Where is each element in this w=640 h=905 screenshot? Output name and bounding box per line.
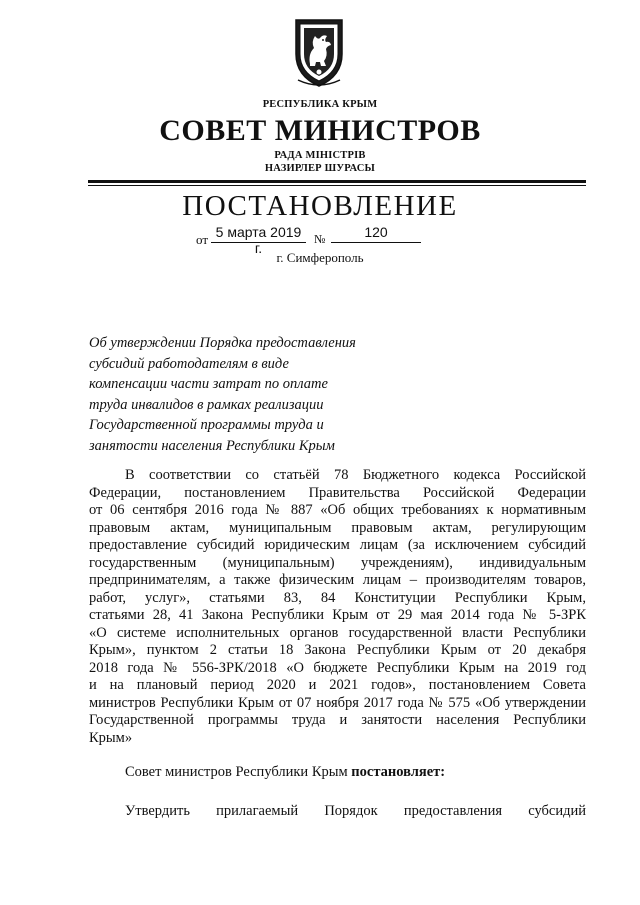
- date-number-line: [196, 224, 436, 256]
- paragraph-line: правовым актам, муниципальным правовым актам, регулирующим: [89, 519, 586, 536]
- paragraph-line: Утвердить прилагаемый Порядок предоставления субсидий: [125, 803, 586, 819]
- document-city: г. Симферополь: [276, 250, 364, 265]
- title-line: Государственной программы труда и: [89, 417, 324, 433]
- preamble-paragraph: [89, 467, 586, 747]
- paragraph-line: 2018 года № 556-ЗРК/2018 «О бюджете Республики Крым на 2019 год: [89, 659, 586, 676]
- paragraph-line: от 06 сентября 2016 года № 887 «Об общих требованиях к нормативным: [89, 502, 586, 518]
- paragraph-line: Крым»: [89, 729, 133, 746]
- paragraph-line: Государственной программы труда и занятости населения Республики: [89, 712, 586, 728]
- document-date: 5 марта 2019 г.: [211, 224, 306, 243]
- title-line: субсидий работодателям в виде: [89, 355, 289, 372]
- resolves-keyword: постановляет:: [351, 764, 446, 780]
- paragraph-line: статьями 28, 41 Закона Республики Крым от 29 мая 2014 года № 5-ЗРК: [89, 607, 586, 623]
- document-number: 120: [331, 224, 421, 243]
- paragraph-line: государственным (муниципальным) учреждениям), индивидуальным: [89, 554, 586, 571]
- paragraph-line: и на плановый период 2020 и 2021 годов», постановлением Совета: [89, 677, 586, 693]
- republic-heading: РЕСПУБЛИКА КРЫМ: [262, 99, 378, 110]
- paragraph-line: Федерации, постановлением Правительства Российской Федерации: [89, 484, 586, 501]
- paragraph-line: В соответствии со статьёй 78 Бюджетного кодекса Российской: [125, 467, 586, 483]
- paragraph-line: [89, 764, 586, 782]
- document-type: ПОСТАНОВЛЕНИЕ: [182, 190, 458, 222]
- date-prefix: от: [196, 232, 209, 247]
- title-line: труда инвалидов в рамках реализации: [89, 396, 324, 413]
- resolution-paragraph: [89, 764, 586, 782]
- council-text: Совет министров Республики Крым: [125, 764, 352, 780]
- council-heading: СОВЕТ МИНИСТРОВ: [159, 114, 481, 147]
- council-heading-crimean-tatar: НАЗИРЛЕР ШУРАСЫ: [264, 163, 376, 174]
- paragraph-line: предпринимателям, а также физическим лицам – производителям товаров,: [89, 572, 586, 588]
- paragraph-line: министров Республики Крым от 07 ноября 2017 года № 575 «Об утверждении: [89, 694, 586, 711]
- paragraph-line: Крым», пунктом 2 статьи 18 Закона Республики Крым от 20 декабря: [89, 642, 586, 658]
- title-line: занятости населения Республики Крым: [89, 437, 335, 454]
- paragraph-line: работ, услуг», статьями 83, 84 Конституции Республики Крым,: [89, 589, 586, 606]
- header-divider-thin: [88, 185, 586, 186]
- title-line: Об утверждении Порядка предоставления: [89, 335, 356, 351]
- council-heading-ukrainian: РАДА МІНІСТРІВ: [274, 150, 366, 161]
- approval-paragraph: [89, 803, 586, 821]
- paragraph-line: предоставление субсидий юридическим лицам (за исключением субсидий: [89, 537, 586, 553]
- crimea-coat-of-arms-icon: [290, 14, 348, 88]
- paragraph-line: «О системе исполнительных органов государственной власти Республики: [89, 624, 586, 641]
- document-title: [89, 333, 389, 456]
- header-divider-thick: [88, 180, 586, 183]
- title-line: компенсации части затрат по оплате: [89, 376, 328, 392]
- number-prefix: №: [314, 232, 326, 246]
